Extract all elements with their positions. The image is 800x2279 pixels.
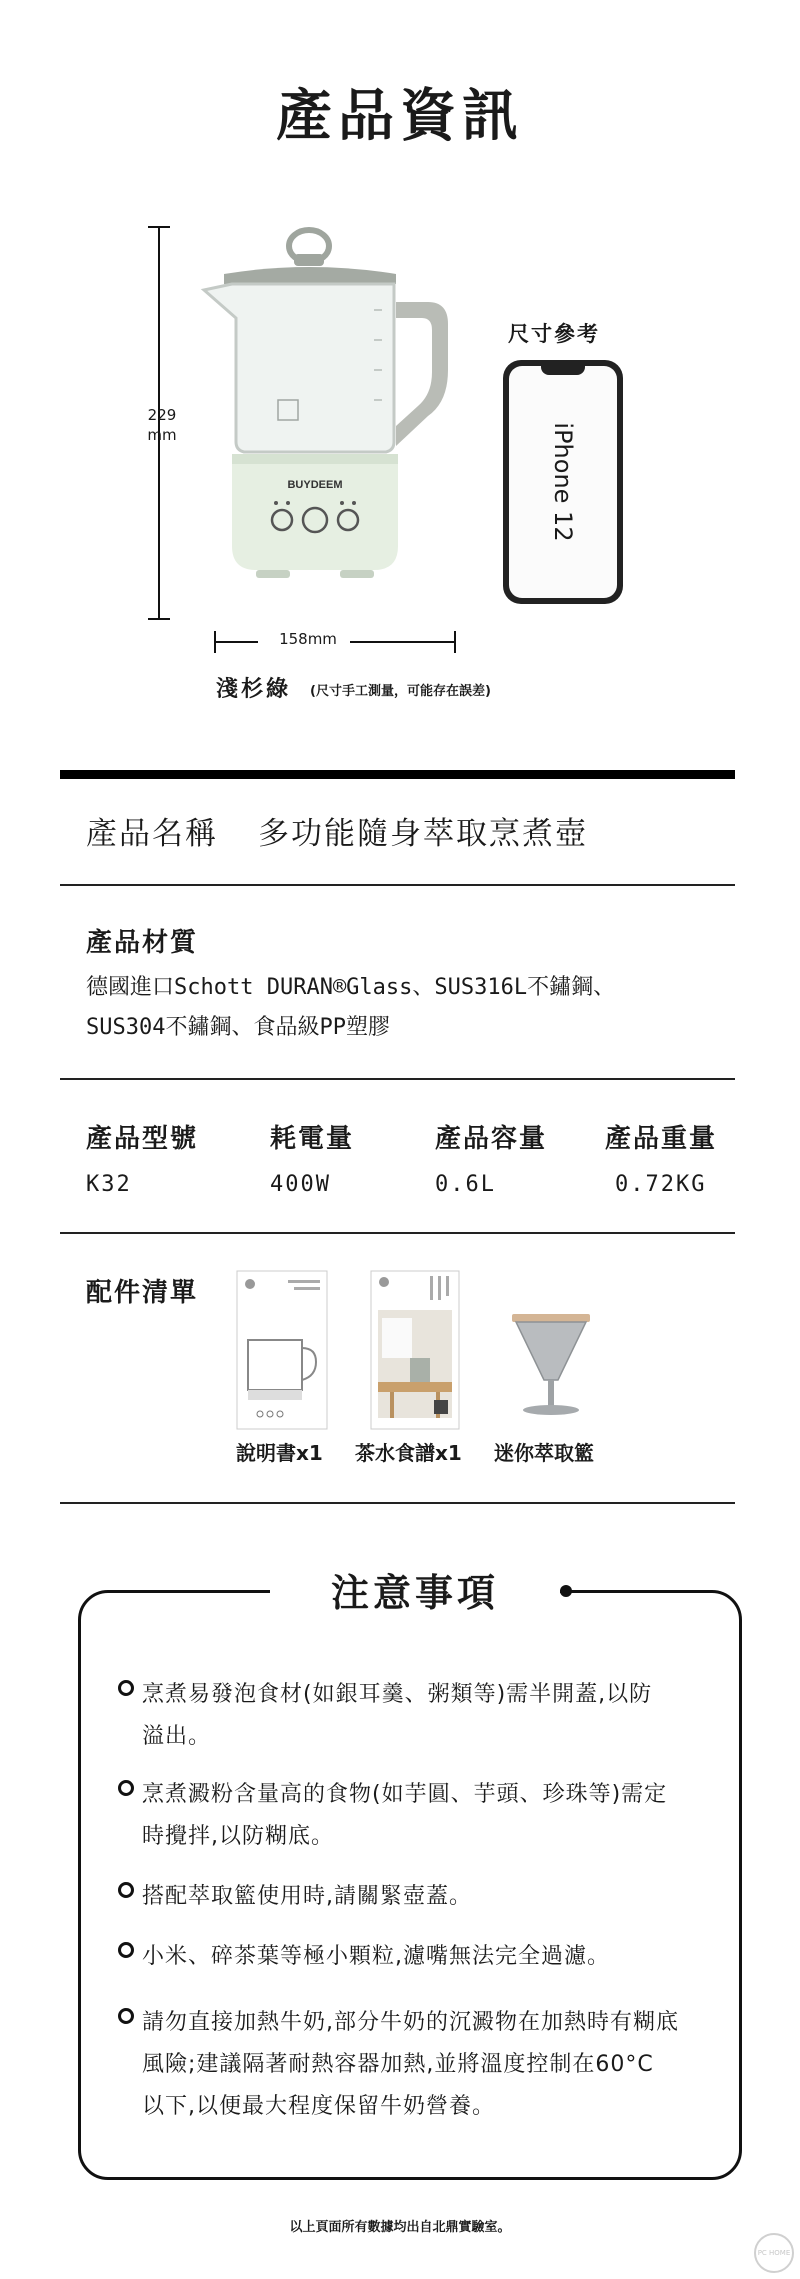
note-line: 烹煮澱粉含量高的食物(如芋圓、芋頭、珍珠等)需定: [142, 1782, 668, 1807]
phone-model-label: iPhone 12: [549, 422, 577, 542]
product-name-key: 產品名稱: [86, 816, 218, 852]
material-line: SUS304不鏽鋼、食品級PP塑膠: [86, 1015, 390, 1040]
material-key: 產品材質: [86, 928, 199, 958]
spec-value: 0.6L: [435, 1172, 496, 1197]
notes-title-dot-right: [560, 1585, 572, 1597]
spec-weight: [605, 1118, 717, 1197]
recipe-book-icon: [370, 1270, 460, 1434]
spec-value: 0.72KG: [615, 1172, 707, 1197]
bullet-circle-icon: [118, 1680, 134, 1696]
height-dimension-top-tick: [148, 226, 170, 228]
divider: [60, 1232, 735, 1234]
note-line: 搭配萃取籃使用時,請關緊壺蓋。: [142, 1884, 472, 1909]
spec-capacity: [435, 1118, 547, 1197]
spec-key: 產品型號: [86, 1124, 199, 1154]
note-line: 溢出。: [142, 1724, 212, 1749]
note-line: 時攪拌,以防糊底。: [142, 1824, 334, 1849]
bullet-circle-icon: [118, 2008, 134, 2024]
note-line: 小米、碎茶葉等極小顆粒,濾嘴無法完全過濾。: [142, 1944, 610, 1969]
note-item: [118, 1936, 710, 1978]
note-item: [118, 1876, 710, 1918]
height-label: [132, 405, 192, 445]
watermark: PC HOME: [754, 2233, 794, 2273]
note-line: 以下,以便最大程度保留牛奶營養。: [142, 2094, 495, 2119]
height-value: 229: [147, 406, 177, 424]
accessories-key: 配件清單: [86, 1278, 199, 1308]
height-unit: mm: [147, 426, 177, 444]
width-label: 158mm: [279, 630, 337, 648]
accessory-label: 迷你萃取籃: [494, 1441, 594, 1465]
divider: [60, 884, 735, 886]
bullet-circle-icon: [118, 1780, 134, 1796]
accessory-label: 說明書x1: [236, 1441, 323, 1465]
note-line: 請勿直接加熱牛奶,部分牛奶的沉澱物在加熱時有糊底: [142, 2010, 679, 2035]
material-value: [86, 968, 726, 1048]
kettle-icon: [196, 220, 466, 640]
material-line: 德國進口Schott DURAN®Glass、SUS316L不鏽鋼、: [86, 975, 616, 1000]
product-name-row: [86, 808, 588, 853]
note-item: [118, 2002, 710, 2128]
height-dimension-bottom-tick: [148, 618, 170, 620]
phone-size-reference-label: 尺寸參考: [508, 322, 600, 346]
bullet-circle-icon: [118, 1882, 134, 1898]
accessory-label: 茶水食譜x1: [355, 1441, 462, 1465]
measurement-note: (尺寸手工測量，可能存在誤差): [310, 684, 491, 699]
phone-icon: [503, 360, 623, 604]
product-name-value: 多功能隨身萃取烹煮壺: [258, 816, 588, 852]
note-line: 烹煮易發泡食材(如銀耳羹、粥類等)需半開蓋,以防: [142, 1682, 653, 1707]
width-dimension-line-right: [350, 641, 456, 643]
width-dimension-line-left: [214, 641, 258, 643]
divider: [60, 1502, 735, 1504]
bullet-circle-icon: [118, 1942, 134, 1958]
spec-value: K32: [86, 1172, 132, 1197]
phone-screen: [509, 366, 617, 598]
note-item: [118, 1774, 710, 1858]
spec-model: [86, 1118, 198, 1197]
color-name: 淺杉綠: [216, 677, 292, 702]
notes-title-wrap: [270, 1567, 560, 1619]
filter-basket-icon: [506, 1270, 596, 1434]
spec-key: 產品容量: [435, 1124, 548, 1154]
spec-key: 產品重量: [605, 1124, 718, 1154]
notes-title: 注意事項: [330, 1571, 499, 1615]
product-illustration: [0, 200, 800, 720]
kettle-brand-text: BUYDEEM: [287, 479, 343, 491]
manual-icon: [236, 1270, 328, 1434]
section-divider-thick: [60, 770, 735, 779]
spec-value: 400W: [270, 1172, 331, 1197]
divider: [60, 1078, 735, 1080]
note-line: 風險;建議隔著耐熱容器加熱,並將溫度控制在60°C: [142, 2052, 654, 2077]
footer-note: 以上頁面所有數據均出自北鼎實驗室。: [289, 2220, 511, 2235]
note-item: [118, 1674, 710, 1758]
page-title: 產品資訊: [276, 84, 524, 149]
spec-power: [270, 1118, 354, 1197]
phone-notch: [541, 366, 585, 375]
spec-key: 耗電量: [270, 1124, 355, 1154]
